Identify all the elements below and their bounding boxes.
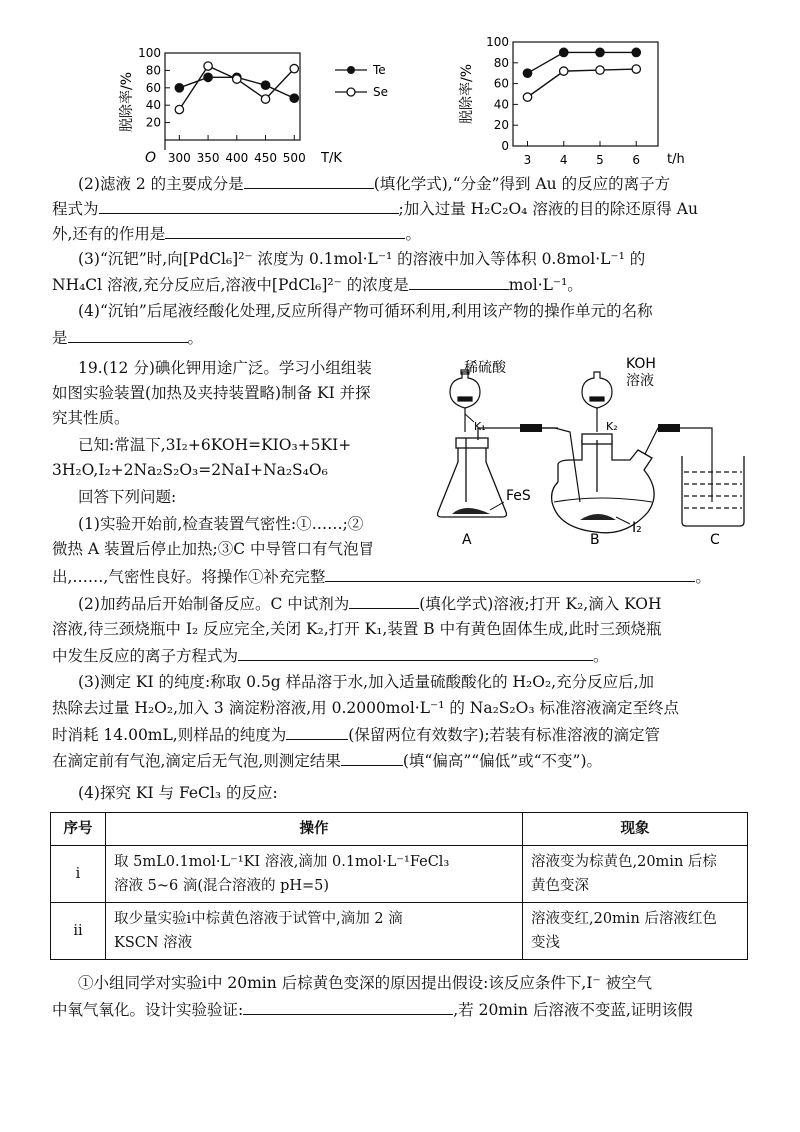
label-a: A	[462, 532, 472, 548]
row-phenomenon: 溶液变红,20min 后溶液红色 变浅	[523, 903, 748, 960]
series-line	[528, 69, 637, 97]
data-point	[261, 95, 269, 103]
x-tick-label: 450	[254, 151, 277, 165]
y-tick-label: 80	[493, 55, 509, 70]
q19-s1-line3: 出,……,气密性良好。将操作①补充完整 。	[52, 565, 711, 588]
y-tick-label: 80	[145, 63, 161, 78]
answer-blank[interactable]	[325, 565, 695, 582]
q2-line1: (2)滤液 2 的主要成分是 (填化学式),“分金”得到 Au 的反应的离子方	[78, 172, 670, 195]
row-operation: 取少量实验ⅰ中棕黄色溶液于试管中,滴加 2 滴 KSCN 溶液	[106, 903, 523, 960]
q2-line3: 外,还有的作用是 。	[52, 222, 421, 245]
label-k2: K₂	[606, 420, 618, 433]
data-point	[204, 73, 212, 81]
q19-s1-line1: (1)实验开始前,检查装置气密性:①……;②	[78, 515, 364, 533]
x-tick-label: 400	[225, 151, 249, 165]
data-point	[261, 81, 269, 89]
q19-s3-line4: 在滴定前有气泡,滴定后无气泡,则测定结果 (填“偏高”“偏低”或“不变”)。	[52, 749, 602, 772]
data-point	[175, 84, 183, 92]
chart-time	[455, 32, 695, 172]
x-tick-label: 4	[559, 153, 568, 167]
y-tick-label: 100	[138, 46, 161, 60]
chart2-xlabel: t/h	[667, 152, 685, 167]
q19-known2: 3H₂O,I₂+2Na₂S₂O₃=2NaI+Na₂S₄O₆	[52, 461, 328, 479]
beaker-c	[682, 456, 744, 526]
q19-s4-line1: ①小组同学对实验ⅰ中 20min 后棕黄色变深的原因提出假设:该反应条件下,I⁻ 被空气	[78, 974, 653, 992]
rubber-connector	[658, 424, 680, 432]
y-tick-label: 40	[493, 97, 509, 112]
answer-blank[interactable]	[349, 592, 419, 609]
chart1-legend	[335, 63, 388, 99]
q19-s3-line2: 热除去过量 H₂O₂,加入 3 滴淀粉溶液,用 0.2000mol·L⁻¹ 的 Na₂S₂O₃ 标准溶液滴定至终点	[52, 699, 679, 717]
data-point	[560, 67, 568, 75]
data-point	[204, 62, 212, 70]
q19-s1-line2: 微热 A 装置后停止加热;③C 中导管口有气泡冒	[52, 540, 375, 558]
y-tick-label: 20	[145, 115, 161, 130]
answer-blank[interactable]	[68, 326, 188, 343]
q19-s2-line3: 中发生反应的离子方程式为 。	[52, 644, 609, 667]
y-tick-label: 100	[486, 35, 509, 49]
chart-temperature	[115, 40, 405, 170]
data-point	[290, 64, 298, 72]
data-point	[523, 93, 531, 101]
answer-blank[interactable]	[165, 222, 405, 239]
x-tick-label: 350	[196, 151, 220, 165]
label-fes: FeS	[506, 488, 531, 504]
answer-blank[interactable]	[99, 197, 399, 214]
chart1-ylabel: 脱除率/%	[119, 71, 135, 133]
q19-s4-title: (4)探究 KI 与 FeCl₃ 的反应:	[78, 784, 278, 802]
x-tick-label: 300	[167, 151, 191, 165]
label-dilute-sulfuric-acid: 稀硫酸	[464, 360, 506, 376]
q3-line1: (3)“沉钯”时,向[PdCl₆]²⁻ 浓度为 0.1mol·L⁻¹ 的溶液中加入等体积 0.8mol·L⁻¹ 的	[78, 250, 646, 268]
data-point	[233, 75, 241, 83]
data-point	[632, 48, 640, 56]
q19-s2-line2: 溶液,待三颈烧瓶中 I₂ 反应完全,关闭 K₂,打开 K₁,装置 B 中有黄色固体生成,此时三颈烧瓶	[52, 620, 662, 638]
x-tick-label: 500	[282, 151, 306, 165]
header-phenomenon: 现象	[523, 813, 748, 846]
apparatus-diagram	[430, 352, 750, 552]
q3-line2: NH₄Cl 溶液,充分反应后,溶液中[PdCl₆]²⁻ 的浓度是 mol·L⁻¹。	[52, 273, 583, 296]
answer-blank[interactable]	[409, 273, 509, 290]
label-k1: K₁	[474, 420, 486, 433]
header-operation: 操作	[106, 813, 523, 846]
y-tick-label: 0	[501, 139, 509, 153]
row-index: ⅰ	[51, 846, 106, 903]
q19-known1: 已知:常温下,3I₂+6KOH=KIO₃+5KI+	[78, 436, 352, 454]
experiment-table	[50, 812, 748, 960]
data-point	[596, 66, 604, 74]
q19-intro2: 如图实验装置(加热及夹持装置略)制备 KI 并探	[52, 384, 371, 402]
table-row	[51, 903, 748, 960]
label-i2: I₂	[632, 520, 642, 536]
q19-intro1: 19.(12 分)碘化钾用途广泛。学习小组组装	[78, 359, 372, 377]
label-koh: KOH	[626, 356, 656, 372]
x-tick-label: 3	[523, 153, 532, 167]
table-header	[51, 813, 748, 846]
x-tick-label: 5	[596, 153, 604, 167]
data-point	[632, 65, 640, 73]
table-row	[51, 846, 748, 903]
q19-s3-line3: 时消耗 14.00mL,则样品的纯度为 (保留两位有效数字);若装有标准溶液的滴定管	[52, 723, 660, 746]
label-b: B	[590, 532, 600, 548]
answer-blank[interactable]	[286, 723, 348, 740]
rubber-connector	[520, 424, 542, 432]
answer-blank[interactable]	[243, 998, 453, 1015]
chart2-ylabel: 脱除率/%	[459, 63, 475, 125]
y-tick-label: 20	[493, 118, 509, 133]
answer-blank[interactable]	[244, 172, 374, 189]
q19-intro3: 究其性质。	[52, 409, 130, 427]
header-index: 序号	[51, 813, 106, 846]
label-solution: 溶液	[626, 373, 654, 389]
label-c: C	[710, 532, 720, 548]
data-point	[523, 69, 531, 77]
answer-blank[interactable]	[341, 749, 403, 766]
data-point	[175, 105, 183, 113]
row-index: ⅱ	[51, 903, 106, 960]
i2-solid	[580, 514, 616, 520]
data-point	[596, 48, 604, 56]
flask-a	[438, 428, 559, 517]
legend-se: Se	[373, 85, 388, 99]
y-tick-label: 60	[493, 76, 509, 91]
q19-s4-line2: 中氧气氧化。设计实验验证: ,若 20min 后溶液不变蓝,证明该假	[52, 998, 693, 1021]
y-tick-label: 60	[145, 80, 161, 95]
q19-answer-prompt: 回答下列问题:	[78, 488, 177, 506]
liquid-b	[554, 498, 652, 502]
data-point	[560, 48, 568, 56]
q4-line1: (4)“沉铂”后尾液经酸化处理,反应所得产物可循环利用,利用该产物的操作单元的名称	[78, 302, 653, 320]
fes-solid	[452, 508, 490, 514]
data-point	[290, 94, 298, 102]
q4-line2: 是 。	[52, 326, 203, 349]
q19-s3-line1: (3)测定 KI 的纯度:称取 0.5g 样品溶于水,加入适量硫酸酸化的 H₂O₂,充分反应后,加	[78, 673, 655, 691]
row-operation: 取 5mL0.1mol·L⁻¹KI 溶液,滴加 0.1mol·L⁻¹FeCl₃ 溶液 5~6 滴(混合溶液的 pH=5)	[106, 846, 523, 903]
chart2-plot	[513, 42, 658, 146]
q2-line2: 程式为 ;加入过量 H₂C₂O₄ 溶液的目的除还原得 Au	[52, 197, 698, 220]
answer-blank[interactable]	[238, 644, 593, 661]
x-tick-label: 6	[632, 153, 641, 167]
row-phenomenon: 溶液变为棕黄色,20min 后棕 黄色变深	[523, 846, 748, 903]
legend-te: Te	[373, 63, 386, 77]
chart1-xlabel: T/K	[321, 151, 342, 166]
y-tick-label: 40	[145, 98, 161, 113]
q19-s2-line1: (2)加药品后开始制备反应。C 中试剂为 (填化学式)溶液;打开 K₂,滴入 KOH	[78, 592, 662, 615]
chart1-origin: O	[145, 150, 157, 166]
